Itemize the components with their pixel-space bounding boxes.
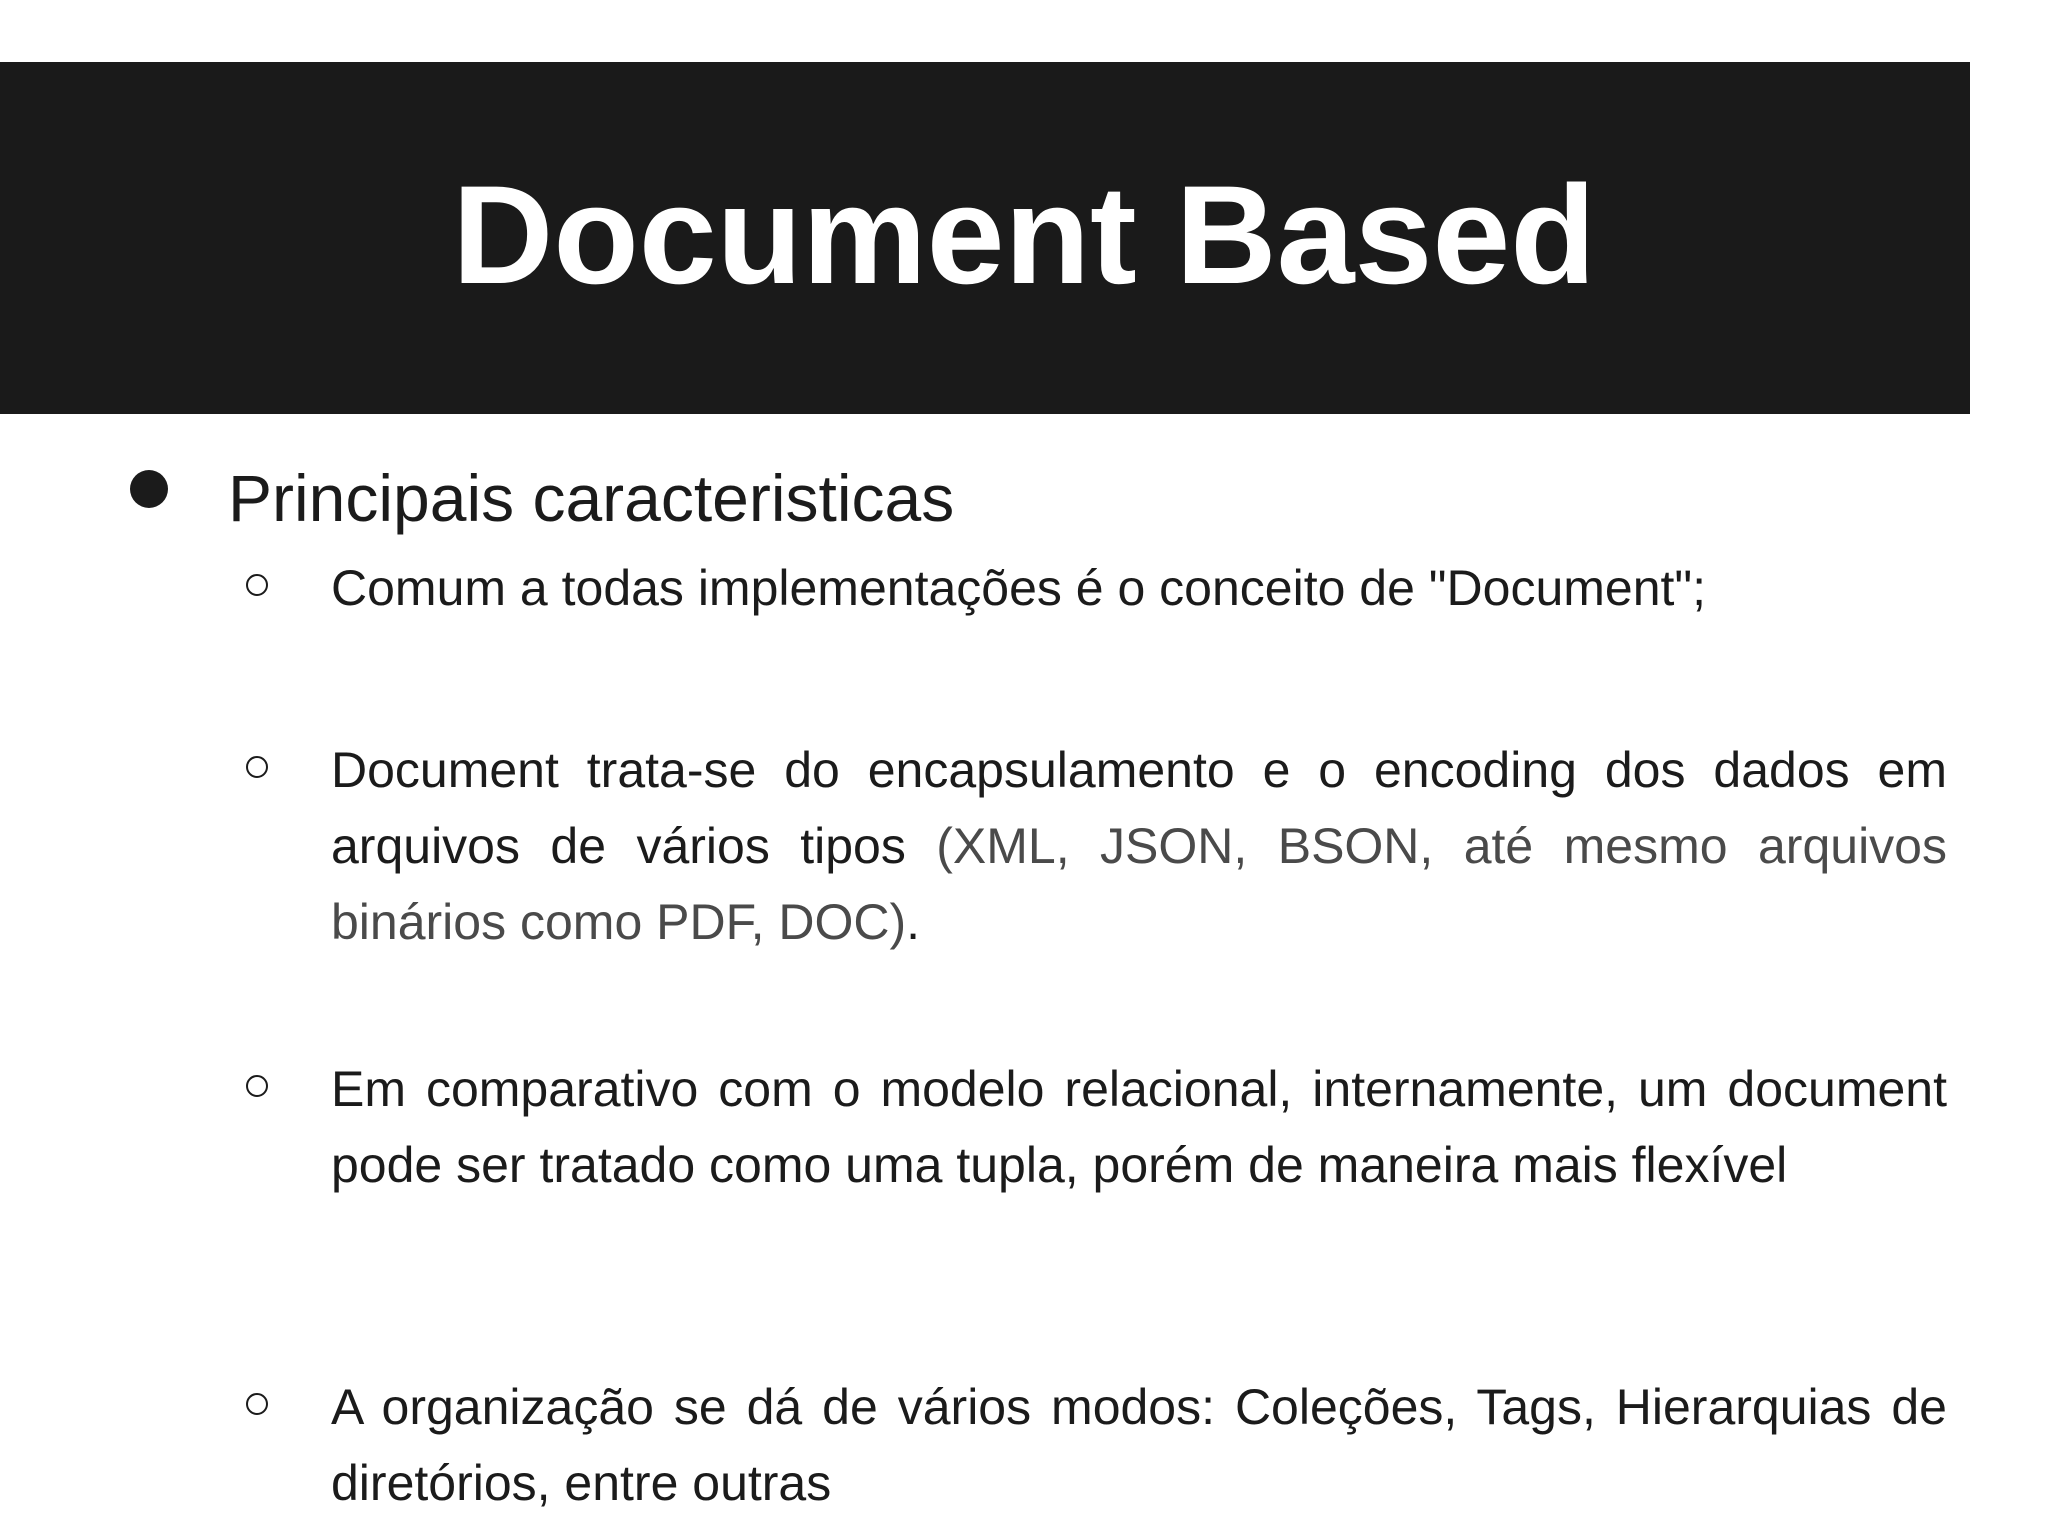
sub-bullet-icon <box>246 574 268 596</box>
list-item-text-end: . <box>906 894 921 950</box>
slide-title: Document Based <box>452 156 1596 313</box>
list-item: Comum a todas implementações é o conceito de "Document"; <box>331 560 1707 616</box>
main-bullet-text: Principais caracteristicas <box>228 461 955 535</box>
list-item-muted-text: (XML, JSON, BSON, até mesmo arquivos binários como PDF, DOC) <box>331 818 1947 950</box>
list-item: Em comparativo com o modelo relacional, internamente, um document pode ser tratado como uma tupla, porém de maneira mais flexível <box>331 1061 1947 1193</box>
list-item-text: Document trata-se do encapsulamento e o encoding dos dados em arquivos de vários tipos <box>331 742 1947 874</box>
list-item: A organização se dá de vários modos: Coleções, Tags, Hierarquias de diretórios, entre outras <box>331 1379 1947 1511</box>
sub-bullet-icon <box>246 1393 268 1415</box>
sub-bullet-icon <box>246 756 268 778</box>
sub-bullet-icon <box>246 1075 268 1097</box>
main-bullet-icon <box>130 470 168 508</box>
list-item <box>331 732 1947 960</box>
